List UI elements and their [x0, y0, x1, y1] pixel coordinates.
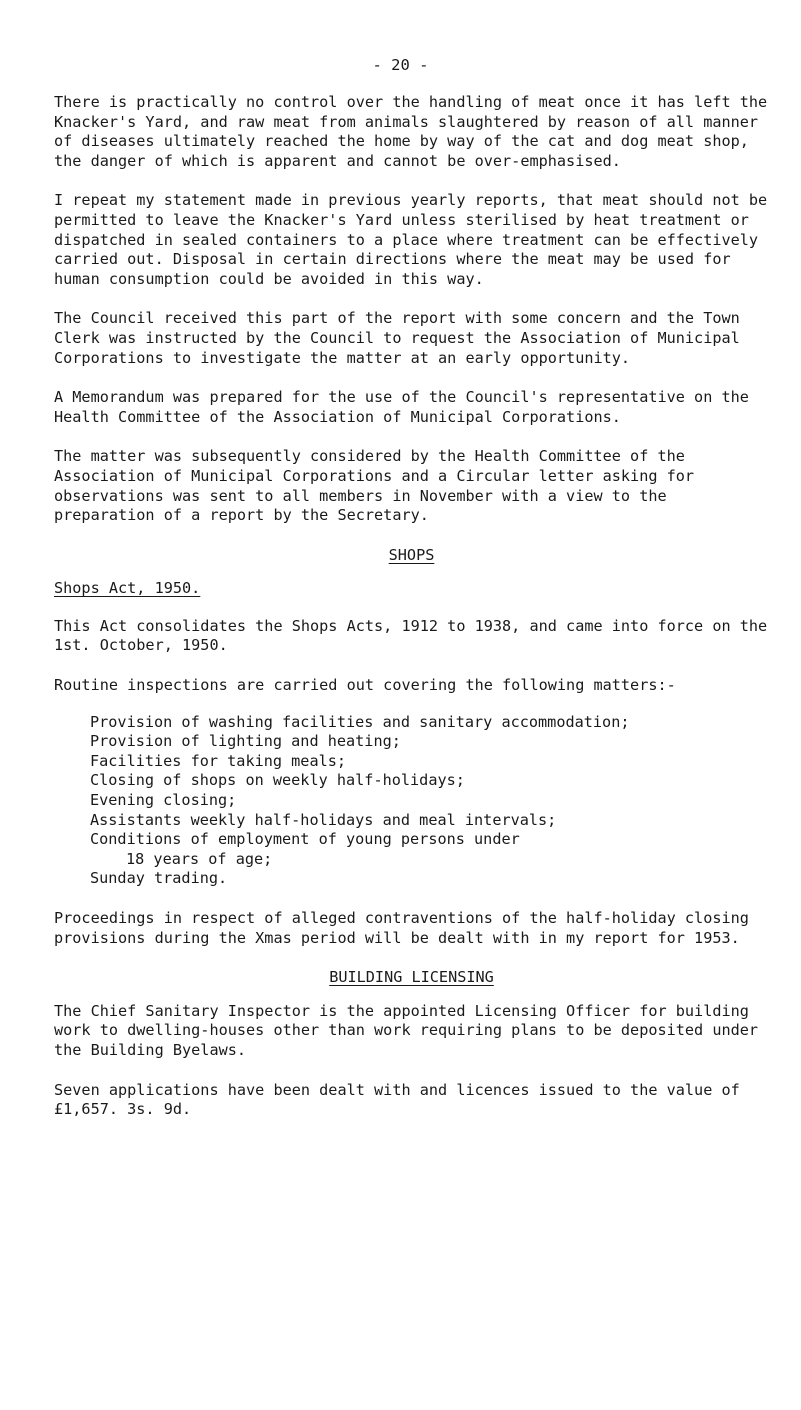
document-body	[54, 93, 769, 1140]
list-item: Assistants weekly half-holidays and meal intervals;	[90, 810, 557, 829]
shops-heading-text: SHOPS	[388, 545, 435, 564]
paragraph-applications: Seven applications have been dealt with and licences issued to the value of £1,657. 3s. 9d.	[54, 1080, 740, 1119]
paragraph-memorandum: A Memorandum was prepared for the use of the Council's representative on the Health Committee of the Association of Municipal Corporations.	[54, 388, 749, 426]
page-number: - 20 -	[372, 56, 429, 74]
paragraph-proceedings: Proceedings in respect of alleged contraventions of the half-holiday closing provisions during the Xmas period will be dealt with in my report for 1953.	[54, 909, 749, 947]
building-licensing-heading-text: BUILDING LICENSING	[329, 968, 494, 987]
paragraph-sterilisation: I repeat my statement made in previous yearly reports, that meat should not be permitted to leave the Knacker's Yard unless sterilised by heat treatment or dispatched in sealed containers to a place where treatment can be effectively carried out. Disposal in certain directions where the meat may be used for human consumption could be avoided in this way.	[54, 191, 768, 288]
list-item: Sunday trading.	[90, 869, 228, 888]
list-item-text: Conditions of employment of young persons under	[90, 830, 520, 849]
building-licensing-heading	[54, 968, 769, 988]
shops-heading	[54, 546, 769, 566]
list-item: Facilities for taking meals;	[90, 751, 347, 770]
list-item-continuation: 18 years of age;	[126, 849, 273, 868]
inspection-matters-list	[90, 713, 769, 889]
paragraph-circular-letter: The matter was subsequently considered by the Health Committee of the Association of Municipal Corporations and a Circular letter asking for observations was sent to all members in November with a view to the preparation of a report by the Secretary.	[54, 447, 695, 525]
shops-act-subheading-text: Shops Act, 1950.	[54, 579, 201, 598]
paragraph-cat-dog-meat: There is practically no control over the handling of meat once it has left the Knacker's Yard, and raw meat from animals slaughtered by reason of all manner of diseases ultimately reached the home by way of the cat and dog meat shop, the danger of which is apparent and cannot be over-emphasised.	[54, 93, 768, 170]
paragraph-council-concern: The Council received this part of the report with some concern and the Town Clerk was instructed by the Council to request the Association of Municipal Corporations to investigate the matter at an early opportunity.	[54, 309, 740, 367]
paragraph-licensing-officer: The Chief Sanitary Inspector is the appointed Licensing Officer for building work to dwelling-houses other than work requiring plans to be deposited under the Building Byelaws.	[54, 1001, 759, 1059]
shops-act-subheading	[54, 579, 769, 599]
paragraph-shops-act-intro: This Act consolidates the Shops Acts, 1912 to 1938, and came into force on the 1st. October, 1950.	[54, 616, 768, 655]
paragraph-routine-inspections: Routine inspections are carried out covering the following matters:-	[54, 676, 676, 695]
list-item: Closing of shops on weekly half-holidays;	[90, 771, 465, 790]
list-item: Provision of washing facilities and sanitary accommodation;	[90, 712, 630, 731]
list-item-young-persons	[90, 830, 769, 869]
list-item: Evening closing;	[90, 791, 237, 810]
list-item: Provision of lighting and heating;	[90, 732, 401, 751]
